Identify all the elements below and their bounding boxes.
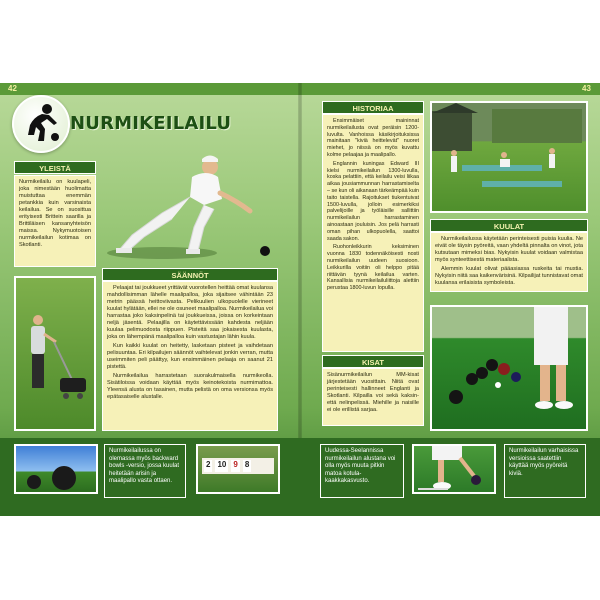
bowls-sky-photo (14, 444, 98, 494)
bowls-on-green-photo (430, 305, 588, 431)
kuulat-paragraph: Alemmin kuulat olivat pääasiassa ruskeita tai mustia. Nykyisin niitä saa kaikenvärisinä. Kilpailijat tunnistavat omat kuulansa erilaisista symboleista. (435, 266, 583, 286)
bowler-logo (12, 95, 70, 153)
section-text-yleista: Nurmikeilailu on kuulapeli, joka nimestään huolimatta muistuttaa enemmän petankkia kuin varsinaista keilailua. Se on suosittua erityisesti Brittein saarilla ja Brittiläisen kansanyhteisön maissa. Nykymuotoisen nurmikeilailun kotimaa on Skotlanti. (14, 175, 96, 267)
scoreboard-photo (196, 444, 280, 494)
bowler-silhouette-icon (14, 97, 68, 151)
saannot-paragraph: Pelaajat tai joukkueet yrittävät vuorotellen heittää omat kuulansa mahdollisimman lähelle maalipalloa, joka sijaitsee vähintään 23 metrin päässä heittoviivasta. Pelikuulien ulkopuolelle vierineet kuulat hylätään, ellei ne ole osuneet maalipalloa. Nurmikeilailua voi harrastaa joko kaksinpelinä tai joukkueissa, joissa on korkeintaan neljä jäsentä. Pelaajilla on käytettävissään kahdesta neljään kuulaa pelimuodosta riippuen. Pisteitä saa jokaisesta kuulasta, joka on lähempänä maalipalloa kuin vastustajan lähin kuula. (107, 285, 273, 340)
section-text-saannot (102, 281, 278, 431)
score-value: 2 (204, 460, 212, 472)
strip-caption-2: Uudessa-Seelannissa nurmikeilailun alustana voi olla myös muuta pitkin matoa kotula-kaakkakasvusto. (320, 444, 404, 498)
bowler-photo (102, 153, 272, 261)
top-band-right (300, 83, 600, 95)
strip-caption-3: Nurmikeilailun varhaisissa versioissa saatettiin käyttää myös pyöreitä kiviä. (504, 444, 586, 498)
page-number-left: 42 (8, 84, 17, 93)
kuulat-paragraph: Nurmikeilailussa käytetään perinteisesti puisia kuulia. Ne eivät ole täysin pyöreitä, vaan yhdeltä pinnalta on vinot, jota kutsutaan mimeksi bias. Nykyisin kuulat voidaan valmistaa myös synteettisestä materiaalista. (435, 236, 583, 263)
score-value: 10 (215, 460, 228, 472)
historiaa-paragraph: Englannin kuningas Edward III kielsi nurmikeilailun 1300-luvulla, koska pelattiin, että keilailu veisi liikaa aikaa jousiammunnan harrastamiselta – se kun oli aikanaan tärkeämpää kuin taito taistella. Rajoitukset tiukentuivat 1500-luvulla, jolloin esimerkiksi palvelijoille ja työläisille sallittiin nurmikeilailun harrastaminen ainoastaan jouluisin. Jos pelä harrasti oman pihan ulkopuolella, saattoi saada sakon. (327, 160, 419, 242)
section-text-kuulat (430, 232, 588, 292)
section-heading-saannot: SÄÄNNÖT (102, 268, 278, 281)
strip-caption-1: Nurmikeilailussa on olemassa myös backward bowls -versio, jossa kuulat heitetään arisin ja maalipallo vasta ottaen. (104, 444, 186, 498)
top-band-left (0, 83, 300, 95)
section-heading-yleista: YLEISTÄ (14, 161, 96, 174)
bowling-green-photo (430, 101, 588, 213)
historiaa-paragraph: Ruohonleikkurin keksiminen vuonna 1830 todennäköisesti nosti nurmikeilailun uudeen suosioon. Leikkurilla voitiin oli helppo pitää riittävän tyynä keilailua varten. Kansallisia nurmikeilailuliittoja alettiin perustaa 1800-luvun lopulla. (327, 244, 419, 292)
score-value: 8 (243, 460, 251, 472)
page-title: NURMIKEILAILU (70, 113, 232, 134)
section-heading-kuulat: KUULAT (430, 219, 588, 232)
section-text-historiaa (322, 114, 424, 352)
bottom-strip (0, 438, 600, 516)
saannot-paragraph: Nurmikeilailua harrastetaan suorakulmaisella nurmikeolla. Sisätiloissa voidaan käyttää myös keinotekoista nurmimattoa. Yleensä alusta on tasainen, mutta pelistä on oma versionsa myös epätasaiselle alustalle. (107, 373, 273, 400)
section-text-kisat: Sisänurmikeilailun MM-kisat järjestetään vuosittain. Niitä ovat perinteisesti hallinneet Englanti ja Skotlanti. Kilpailla voi sekä kaksin- että nelinpelissä. Miehille ja naisille ei ole erillistä sarjaa. (322, 368, 424, 426)
historiaa-paragraph: Ensimmäiset maininnat nurmikeilailusta ovat peräisin 1200-luvulta. Vanhoissa käsikirjoituksissa mainitaan "kiviä heittelevät" nuoret miehet, jo niissä on myös kuvattu kolme pelaajaa ja maalipallo. (327, 118, 419, 158)
page-number-right: 43 (582, 84, 591, 93)
section-heading-historiaa: HISTORIAA (322, 101, 424, 114)
bowl-ball (260, 246, 270, 256)
magazine-spread (0, 83, 600, 516)
score-value: 9 (231, 460, 239, 472)
feet-bowl-photo (412, 444, 496, 494)
scoreboard (202, 458, 274, 474)
saannot-paragraph: Kun kaikki kuulat on heitetty, lasketaan pisteet ja vaihdetaan pelisuuntaa. Eri kilpailujen säännöt vaihtelevat jonkin verran, mutta useimmiten peli päättyy, kun ensimmäinen pelaaja on saanut 21 pistettä. (107, 343, 273, 370)
player-with-trolley-photo (14, 276, 96, 431)
section-heading-kisat: KISAT (322, 355, 424, 368)
